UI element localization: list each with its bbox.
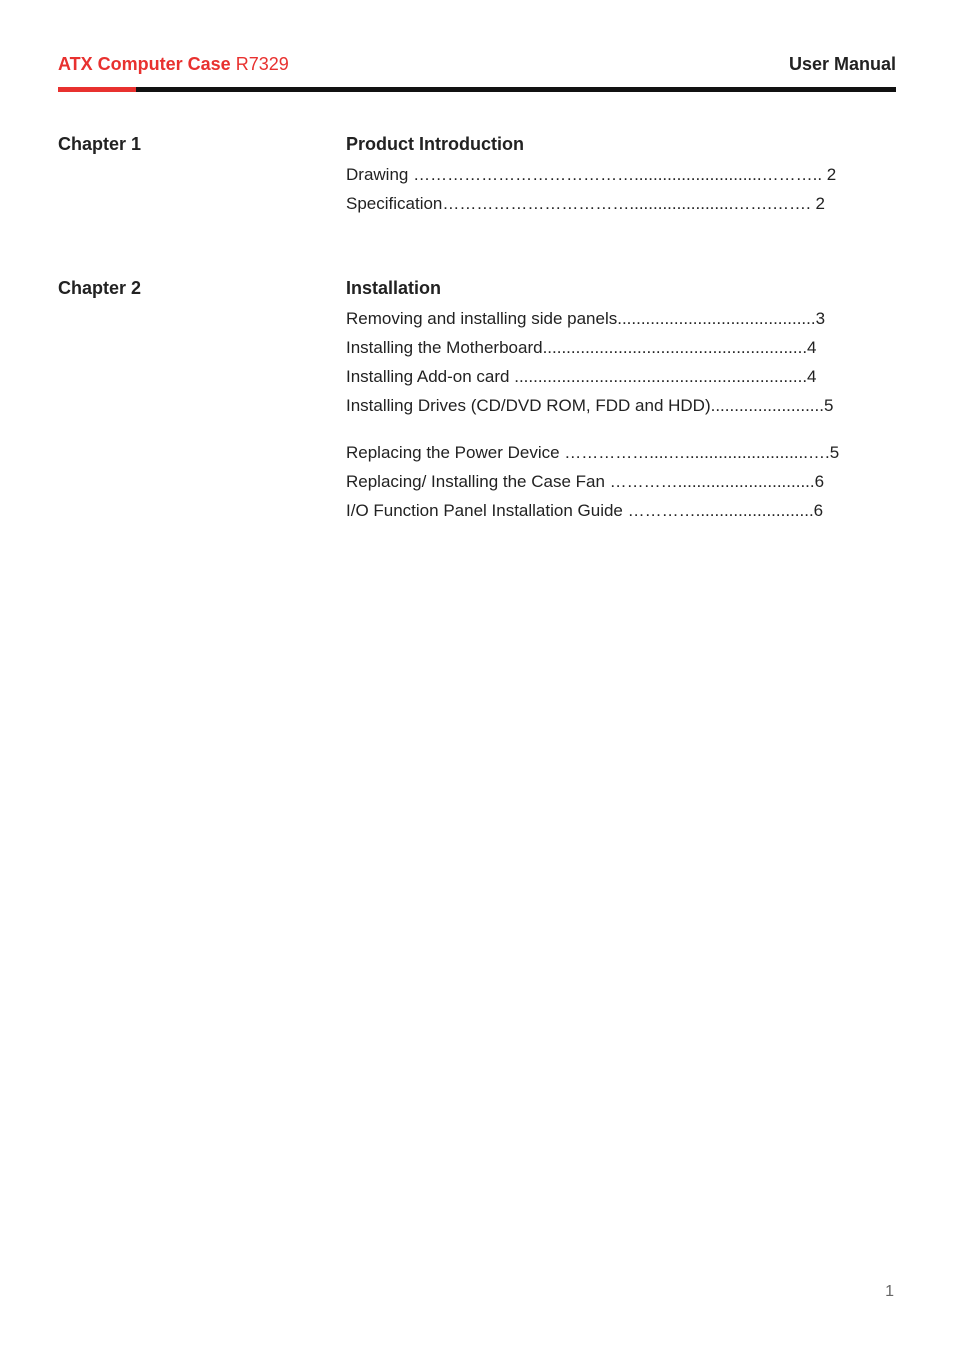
toc-entry-specification[interactable]: Specification……………………………......................…….……. 2 <box>346 194 825 213</box>
chapter-2-title: Installation <box>346 278 442 298</box>
toc-entry-add-on-card[interactable]: Installing Add-on card ..............................................................4 <box>346 367 817 386</box>
chapter-1-contents <box>346 132 894 214</box>
product-model: R7329 <box>230 54 289 74</box>
chapter-2-label: Chapter 2 <box>58 278 142 298</box>
toc-entry-io-panel[interactable]: I/O Function Panel Installation Guide ………….........................6 <box>346 501 824 520</box>
toc-entry-motherboard[interactable]: Installing the Motherboard........................................................4 <box>346 338 817 357</box>
chapter-1-label: Chapter 1 <box>58 134 142 154</box>
product-title <box>58 52 289 76</box>
page-header <box>58 52 896 76</box>
chapter-1-title: Product Introduction <box>346 134 524 154</box>
toc-entry-power-device[interactable]: Replacing the Power Device ……………....…..........................….5 <box>346 443 840 462</box>
chapter-2-contents <box>346 276 894 521</box>
toc-entry-side-panels[interactable]: Removing and installing side panels..........................................3 <box>346 309 826 328</box>
toc-entry-drawing[interactable]: Drawing …………………………………...........................……….. 2 <box>346 165 837 184</box>
header-rule-accent <box>58 87 136 92</box>
product-brand: ATX Computer Case <box>58 54 231 74</box>
header-rule <box>58 87 896 92</box>
toc-entry-case-fan[interactable]: Replacing/ Installing the Case Fan ………….............................6 <box>346 472 825 491</box>
toc-entry-drives[interactable]: Installing Drives (CD/DVD ROM, FDD and HDD)........................5 <box>346 396 834 415</box>
page-number: 1 <box>885 1283 894 1300</box>
doc-type-label: User Manual <box>788 54 896 74</box>
